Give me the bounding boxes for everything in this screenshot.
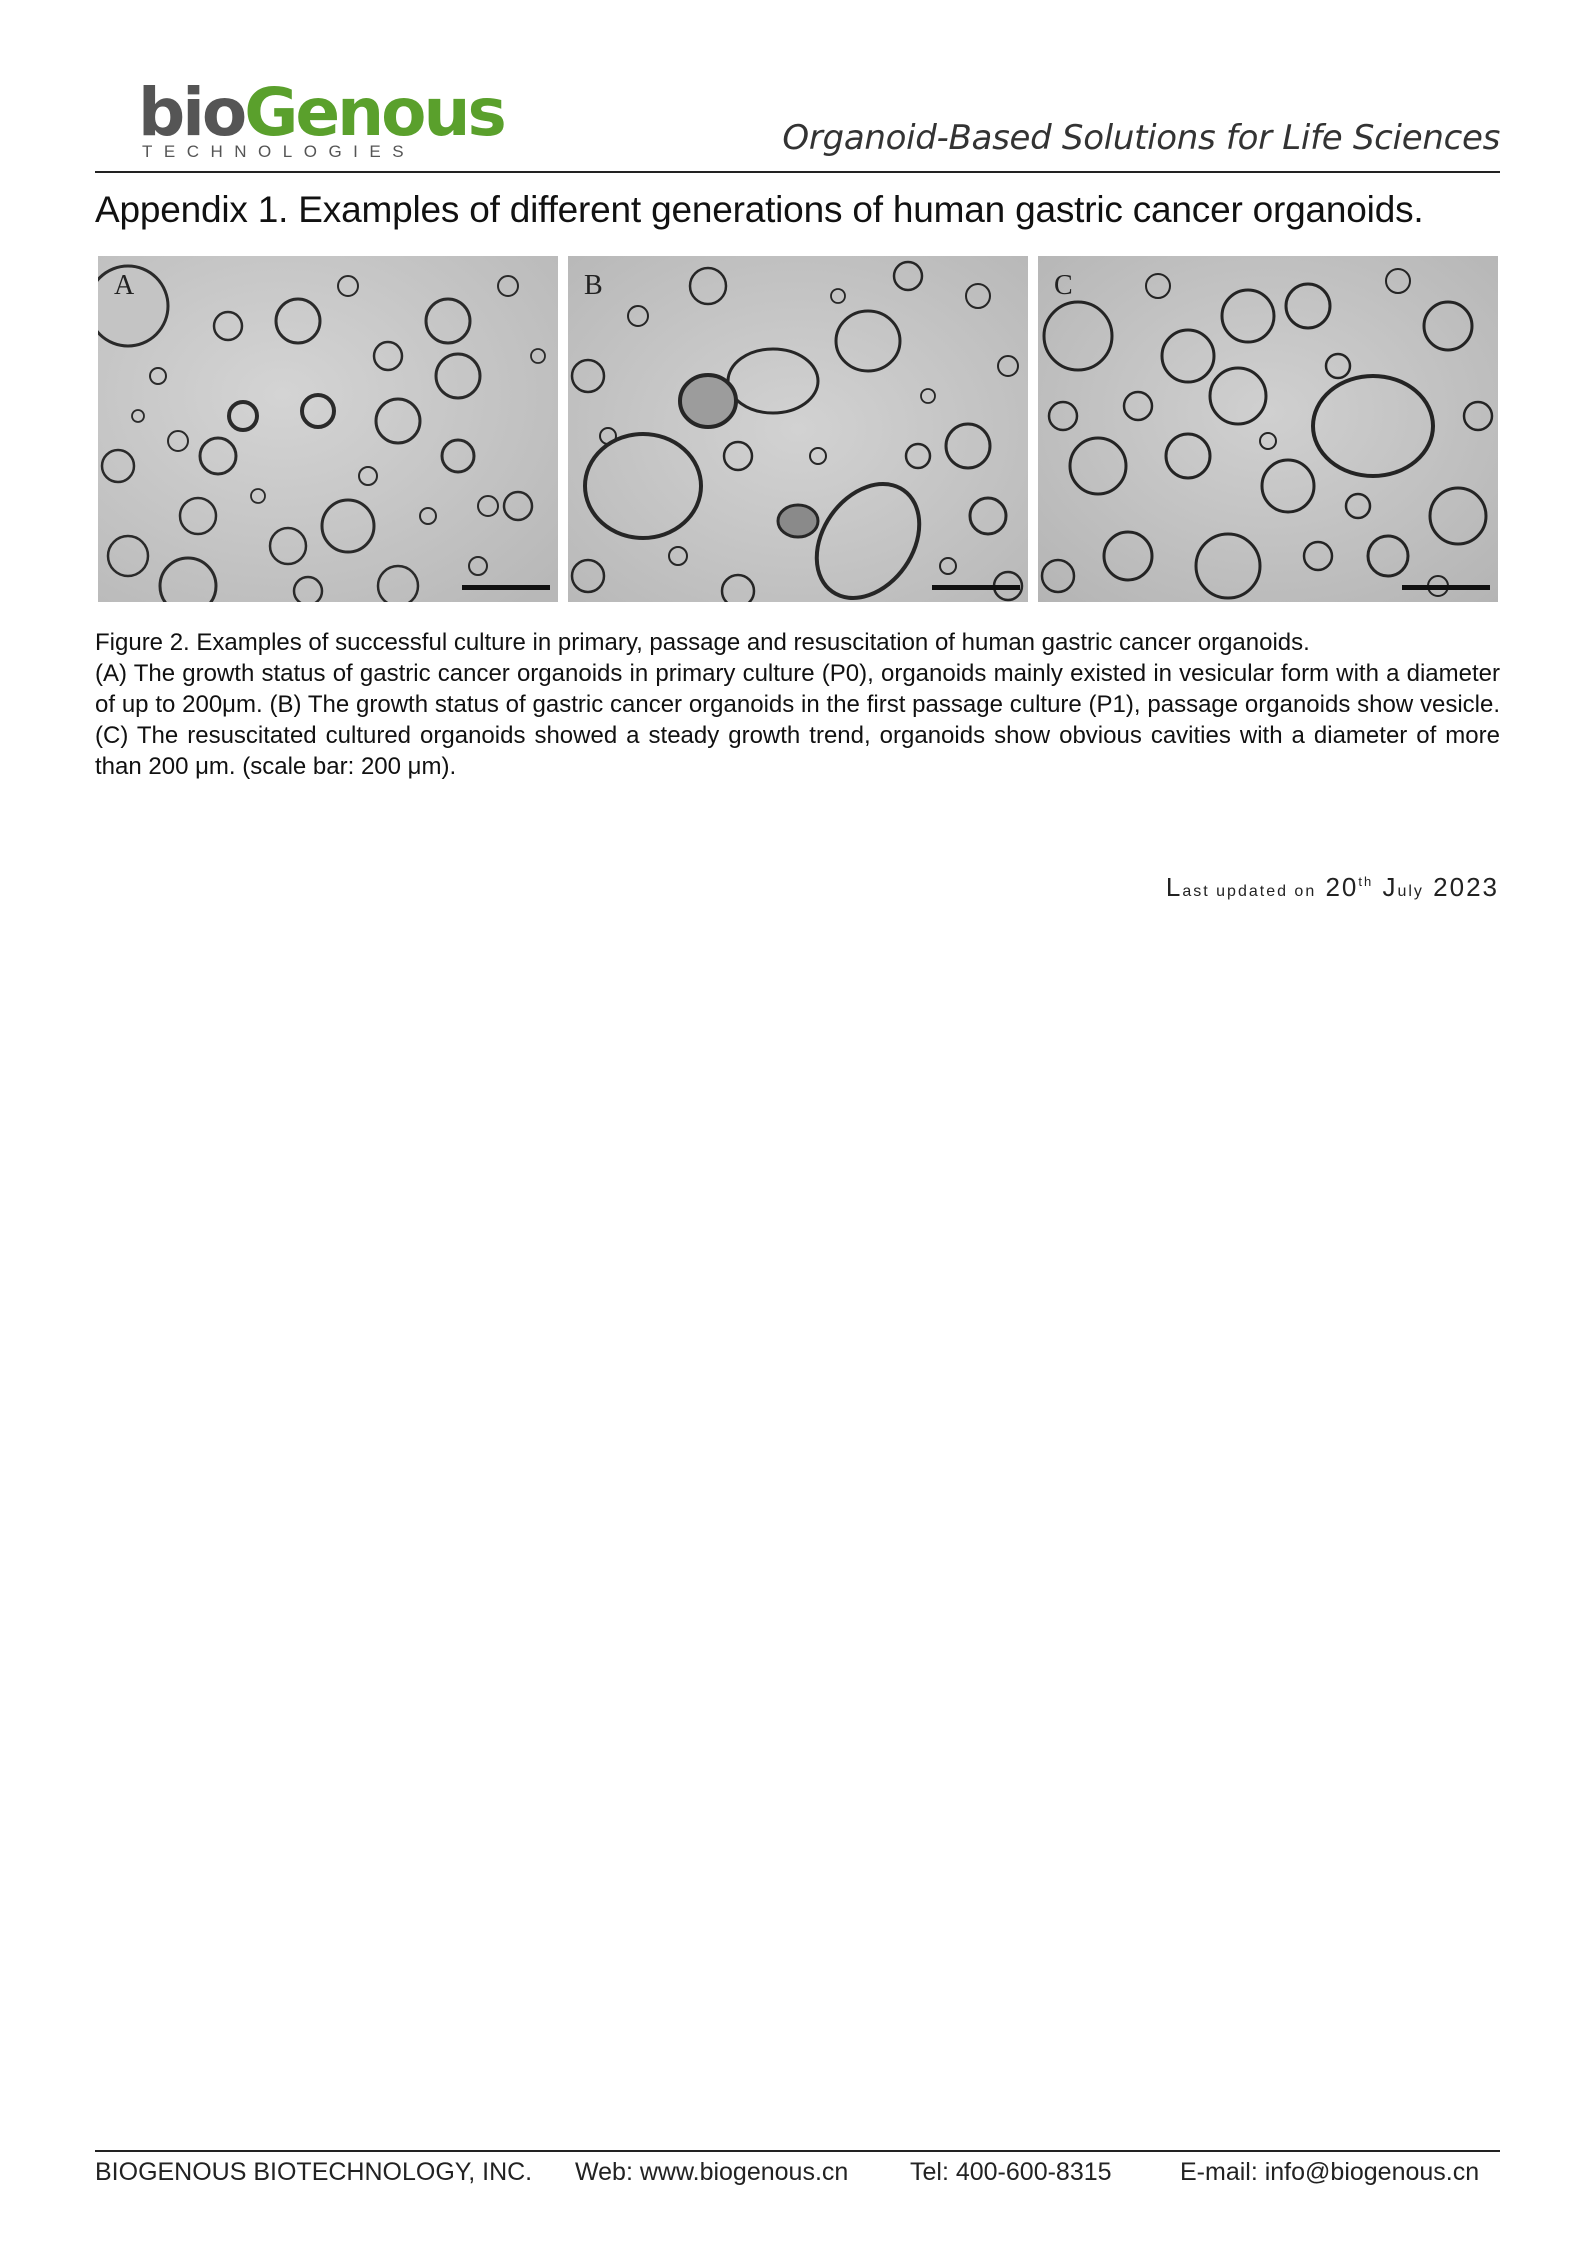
footer-web-link[interactable]: Web: www.biogenous.cn (575, 2158, 849, 2186)
logo-wordmark (138, 74, 504, 151)
scale-bar-a (462, 585, 550, 590)
page-heading: Appendix 1. Examples of different generations of human gastric cancer organoids. (95, 189, 1424, 230)
logo-subtitle: TECHNOLOGIES (142, 142, 416, 161)
updated-text: ast updated on (1182, 883, 1317, 900)
updated-month: uly (1397, 883, 1424, 900)
figure-caption (95, 627, 1500, 782)
footer-company: BIOGENOUS BIOTECHNOLOGY, INC. (95, 2158, 533, 2186)
company-logo (138, 74, 504, 165)
header-tagline: Organoid-Based Solutions for Life Sciences (782, 118, 1500, 158)
micrograph-panel-c (1038, 256, 1498, 602)
caption-title: Figure 2. Examples of successful culture in primary, passage and resuscitation of human gastric cancer organoids. (95, 629, 1310, 656)
micrograph-panel-b (568, 256, 1028, 602)
scale-bar-b (932, 585, 1020, 590)
updated-year: 2023 (1433, 872, 1499, 902)
micrograph-image-c (1038, 256, 1498, 602)
header-divider (95, 171, 1500, 173)
footer-email-link[interactable]: E-mail: info@biogenous.cn (1180, 2158, 1480, 2186)
scale-bar-c (1402, 585, 1490, 590)
micrograph-panel-a (98, 256, 558, 602)
footer-divider (95, 2150, 1500, 2152)
updated-J: J (1382, 872, 1398, 902)
last-updated-date (1166, 872, 1499, 903)
logo-bio-text: bio (138, 74, 245, 151)
logo-genous-text: Genous (244, 74, 504, 151)
footer-phone: Tel: 400-600-8315 (910, 2158, 1112, 2186)
panel-label-a: A (114, 270, 135, 301)
organoid-figure (98, 256, 1498, 602)
panel-label-b: B (584, 270, 603, 301)
micrograph-image-b (568, 256, 1028, 602)
updated-day-suffix: th (1358, 874, 1374, 889)
updated-day: 20 (1325, 872, 1359, 902)
caption-body: (A) The growth status of gastric cancer organoids in primary culture (P0), organoids mainly existed in vesicular form with a diameter of up to 200μm. (B) The growth status of gastric cancer organoids in the first passage culture (P1), passage organoids show vesicle. (C) The resuscitated cultured organoids showed a steady growth trend, organoids show obvious cavities with a diameter of more than 200 μm. (scale bar: 200 μm). (95, 660, 1500, 780)
micrograph-image-a (98, 256, 558, 602)
panel-label-c: C (1054, 270, 1073, 301)
updated-L: L (1165, 872, 1183, 902)
